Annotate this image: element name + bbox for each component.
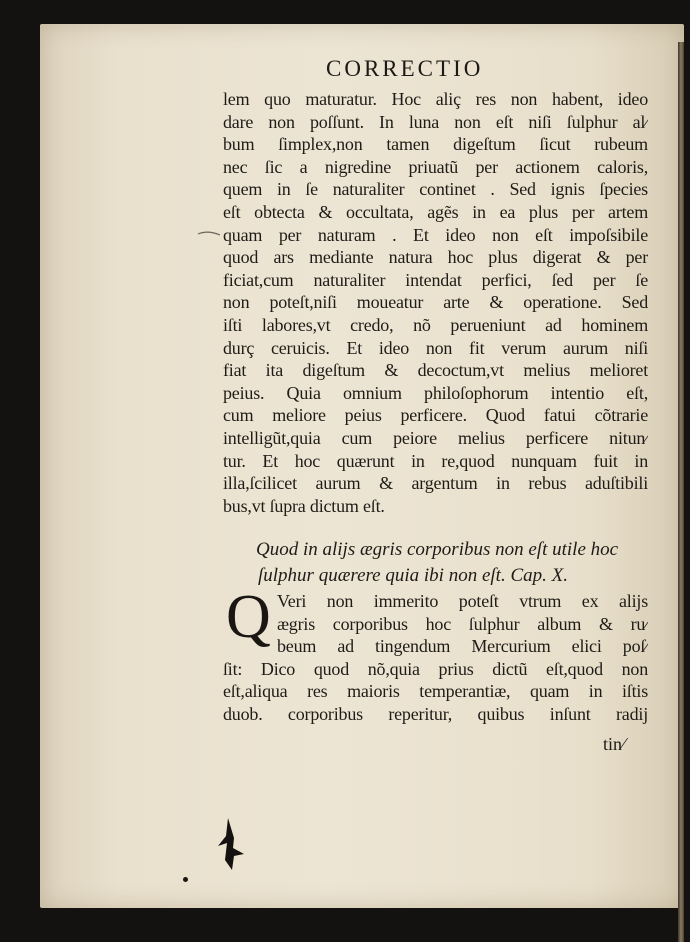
initial-letter: Q xyxy=(226,583,271,651)
text-line: illa,ſcilicet aurum & argentum in rebus aduſtibili xyxy=(223,473,648,494)
handwritten-margin-mark xyxy=(212,816,246,872)
text-line: eſt,aliqua res maioris temperantiæ, quam in iſtis xyxy=(223,681,648,702)
text-line: bus,vt ſupra dictum eſt. xyxy=(223,495,385,516)
text-line: beum ad tingendum Mercurium elici poſ⁄ xyxy=(277,636,648,657)
chapter-heading xyxy=(256,537,636,589)
ink-dot xyxy=(183,877,188,882)
text-line: non poteſt,niſi moueatur arte & operatione. Sed xyxy=(223,292,648,313)
text-line: ſit: Dico quod nõ,quia prius dictũ eſt,quod non xyxy=(223,658,648,679)
margin-tick-mark xyxy=(197,229,221,239)
chapter-text xyxy=(223,590,648,726)
body-text xyxy=(223,88,648,517)
text-line: dare non poſſunt. In luna non eſt niſi ſulphur al⁄ xyxy=(223,111,648,132)
text-line: nec ſic a nigredine priuatũ per actionem caloris, xyxy=(223,156,648,177)
text-line: quem in ſe naturaliter continet . Sed ignis ſpecies xyxy=(223,179,648,200)
text-line: bum ſimplex,non tamen digeſtum ſicut rubeum xyxy=(223,134,648,155)
text-line: ægris corporibus hoc ſulphur album & ru⁄ xyxy=(277,613,648,634)
text-line: duob. corporibus reperitur, quibus inſunt radij xyxy=(223,703,648,724)
text-line: iſti labores,vt credo, nõ perueniunt ad hominem xyxy=(223,314,648,335)
text-line: fiat ita digeſtum & decoctum,vt melius melioret xyxy=(223,360,648,381)
text-line: Veri non immerito poteſt vtrum ex alijs xyxy=(277,591,648,611)
text-line: peius. Quia omnium philoſophorum intentio eſt, xyxy=(223,382,648,403)
chapter-heading-line: Quod in alijs ægris corporibus non eſt utile hoc xyxy=(256,539,619,560)
text-line: eſt obtecta & occultata, agẽs in ea plus per artem xyxy=(223,201,648,222)
text-line: lem quo maturatur. Hoc aliç res non habent, ideo xyxy=(223,89,648,109)
text-line: durç ceruicis. Et ideo non fit verum aurum niſi xyxy=(223,337,648,358)
text-line: intelligũt,quia cum peiore melius perficere nitun⁄ xyxy=(223,427,648,448)
running-head: CORRECTIO xyxy=(326,56,484,81)
page-edge xyxy=(678,42,684,942)
text-line: cum meliore peius perficere. Quod fatui cõtrarie xyxy=(223,405,648,426)
text-line: quam per naturam . Et ideo non eſt impoſsibile xyxy=(223,224,648,245)
text-line: ficiat,cum naturaliter intendat perfici, ſed per ſe xyxy=(223,269,648,290)
text-line: quod ars mediante natura hoc plus digerat & per xyxy=(223,247,648,268)
text-line: tur. Et hoc quærunt in re,quod nunquam fuit in xyxy=(223,450,648,471)
chapter-heading-line: ſulphur quærere quia ibi non eſt. Cap. X. xyxy=(258,565,568,586)
catchword: tin⁄ xyxy=(603,734,626,754)
